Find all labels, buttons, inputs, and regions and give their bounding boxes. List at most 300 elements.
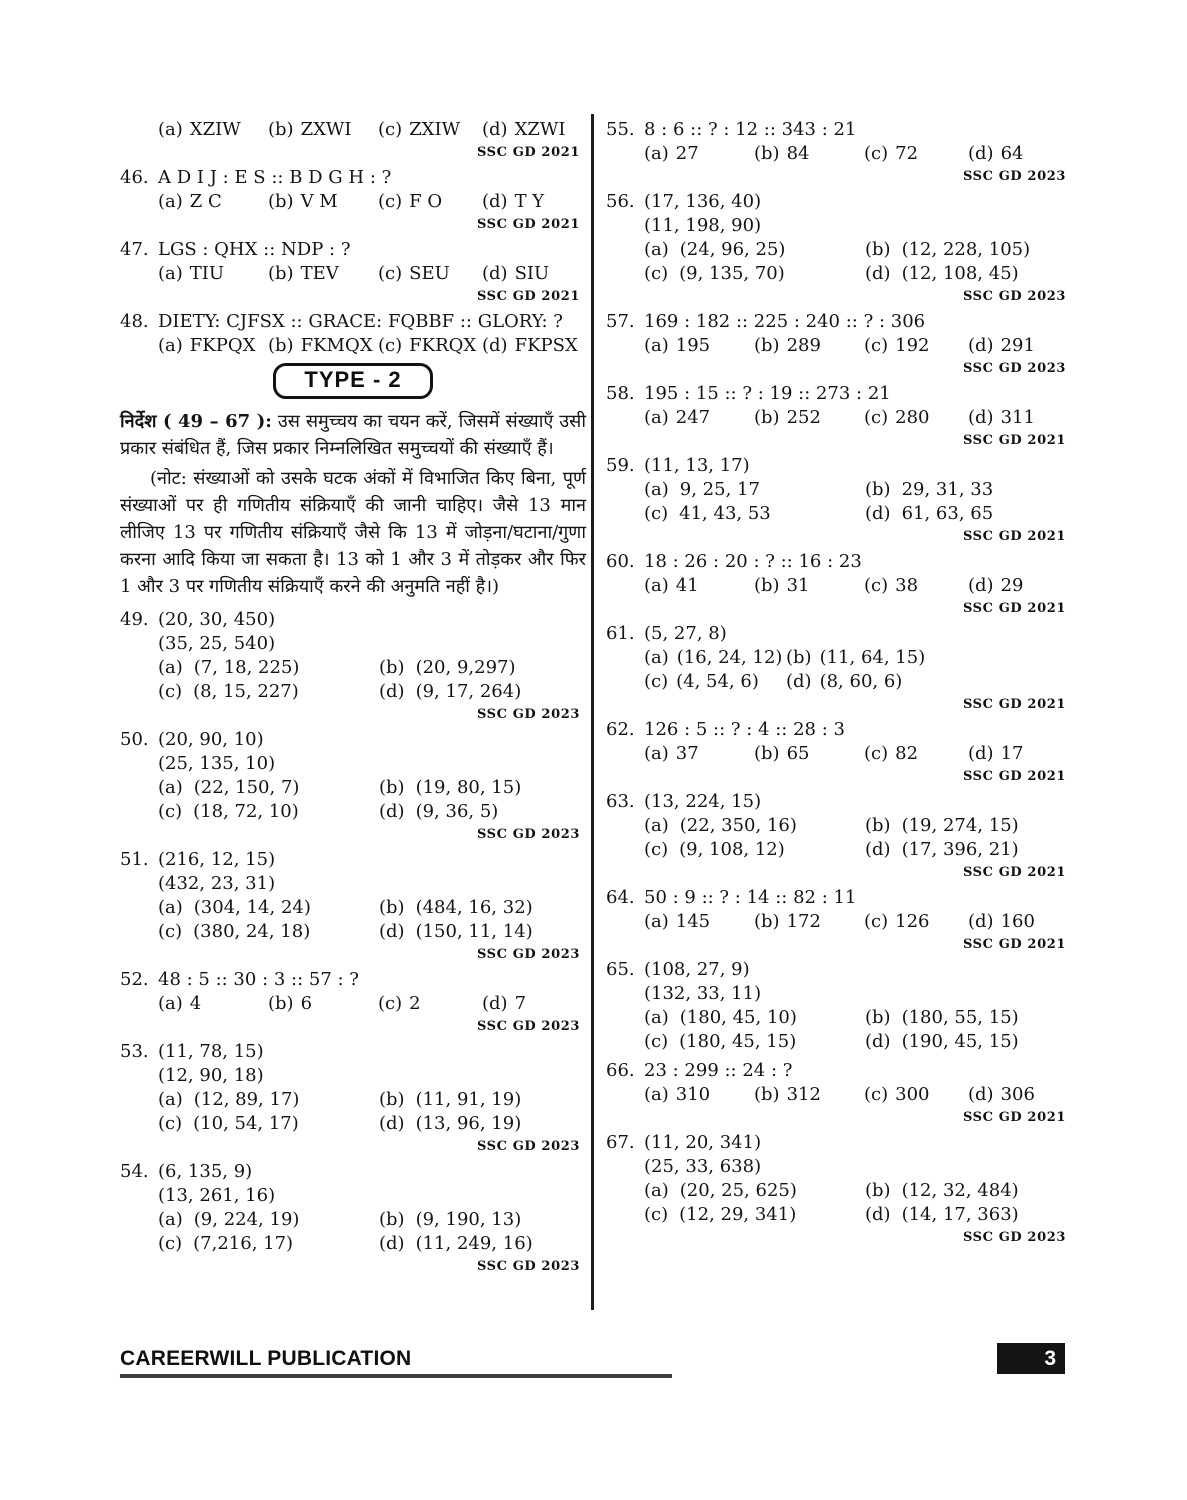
option-text: (12, 89, 17) [193, 1089, 300, 1110]
option [158, 896, 379, 920]
publisher-name: CAREERWILL PUBLICATION [120, 1347, 412, 1370]
option-text: (10, 54, 17) [193, 1113, 299, 1134]
options-row [158, 334, 586, 358]
option-text: 7 [514, 993, 527, 1014]
question-row [120, 1160, 586, 1256]
option [864, 1083, 968, 1107]
question-content [158, 968, 586, 1016]
option [644, 742, 754, 766]
option [754, 334, 864, 358]
question-stem-line: (11, 198, 90) [644, 215, 762, 236]
option-label: (a) [644, 1084, 669, 1105]
option-label: (b) [865, 815, 891, 836]
options-row [158, 190, 586, 214]
option [644, 670, 786, 694]
option-label: (d) [379, 801, 405, 822]
option-label: (d) [968, 143, 994, 164]
option-label: (a) [644, 647, 669, 668]
option [754, 574, 864, 598]
option-label: (b) [754, 407, 780, 428]
option-text: (20, 9,297) [415, 657, 516, 678]
option [968, 910, 1072, 934]
question-block [120, 608, 586, 722]
option [482, 118, 586, 142]
question-number: 49. [120, 609, 149, 630]
question-content [158, 728, 586, 824]
option-text: FKRQX [409, 335, 477, 356]
option [968, 742, 1072, 766]
question-row [606, 118, 1072, 166]
question-row [606, 550, 1072, 598]
question-stem-line: (108, 27, 9) [644, 959, 750, 980]
option-label: (b) [268, 191, 294, 212]
option [158, 1232, 379, 1256]
question-content [644, 1059, 1072, 1107]
option-label: (b) [379, 897, 405, 918]
option [644, 1179, 865, 1203]
option-text: 17 [1000, 743, 1024, 764]
option [865, 838, 1072, 862]
option [865, 1203, 1072, 1227]
option [644, 478, 865, 502]
page-footer [120, 1347, 672, 1378]
options-row [158, 262, 586, 286]
options-row [158, 992, 586, 1016]
option [158, 656, 379, 680]
question-block [120, 238, 586, 304]
option-label: (b) [865, 1007, 891, 1028]
option-label: (c) [864, 407, 889, 428]
question-stem-line: (35, 25, 540) [158, 633, 276, 654]
option [644, 574, 754, 598]
option-label: (d) [865, 1031, 891, 1052]
option-text: 64 [1000, 143, 1024, 164]
option-text: (24, 96, 25) [679, 239, 786, 260]
options-row [158, 1208, 586, 1256]
exam-tag: SSC GD 2023 [962, 169, 1066, 184]
exam-tag: SSC GD 2023 [476, 827, 580, 842]
exam-tag: SSC GD 2023 [476, 1259, 580, 1274]
question-stem-line: 48 : 5 :: 30 : 3 :: 57 : ? [158, 969, 359, 990]
option-text: (20, 25, 625) [679, 1180, 797, 1201]
option-text: (180, 45, 15) [679, 1031, 797, 1052]
option-label: (c) [644, 1031, 669, 1052]
directions [120, 408, 586, 462]
option-text: 31 [786, 575, 810, 596]
option-text: 192 [895, 335, 930, 356]
option-text: (12, 29, 341) [679, 1204, 797, 1225]
option-label: (d) [379, 1113, 405, 1134]
option-label: (b) [379, 1089, 405, 1110]
question-row [606, 622, 1072, 694]
question-row [120, 848, 586, 944]
option [864, 142, 968, 166]
exam-tag: SSC GD 2021 [962, 769, 1066, 784]
option-text: (22, 350, 16) [679, 815, 797, 836]
option [754, 910, 864, 934]
question-block [606, 958, 1072, 1054]
options-row [644, 406, 1072, 430]
option [482, 992, 586, 1016]
option [644, 1203, 865, 1227]
question-content [158, 1040, 586, 1136]
question-block [606, 118, 1072, 184]
option-label: (a) [644, 335, 669, 356]
question-number: 51. [120, 849, 149, 870]
directions-body: उस समुच्चय का चयन करें, जिसमें संख्याएँ उसी प्रकार संबंधित हैं, जिस प्रकार निम्नलिखित समुच्चयों की संख्याएँ हैं। [120, 411, 586, 459]
question-row [120, 1040, 586, 1136]
option-text: (9, 36, 5) [415, 801, 499, 822]
option [865, 1179, 1072, 1203]
option-text: 306 [1000, 1084, 1035, 1105]
option [644, 262, 865, 286]
option [379, 1088, 586, 1112]
option [865, 478, 1072, 502]
question-content [158, 848, 586, 944]
option-text: (9, 135, 70) [679, 263, 785, 284]
option-label: (c) [158, 1113, 183, 1134]
option-text: FKMQX [300, 335, 373, 356]
option-text: 300 [895, 1084, 930, 1105]
question-stem-line: 195 : 15 :: ? : 19 :: 273 : 21 [644, 383, 891, 404]
option-text: (11, 64, 15) [819, 647, 926, 668]
option-text: F O [409, 191, 443, 212]
option [644, 814, 865, 838]
question-block [606, 790, 1072, 880]
question-number: 61. [606, 623, 635, 644]
option-label: (a) [644, 575, 669, 596]
exam-tag: SSC GD 2021 [476, 145, 580, 160]
exam-tag: SSC GD 2021 [962, 601, 1066, 616]
option [865, 238, 1072, 262]
option-text: (12, 32, 484) [901, 1180, 1019, 1201]
question-row [120, 968, 586, 1016]
question-number: 67. [606, 1132, 635, 1153]
exam-tag: SSC GD 2023 [476, 1139, 580, 1154]
option-text: (14, 17, 363) [901, 1204, 1019, 1225]
question-content [644, 454, 1072, 526]
question-number: 52. [120, 969, 149, 990]
option-label: (a) [158, 119, 183, 140]
left-column [120, 118, 586, 1280]
question-row [606, 958, 1072, 1054]
option [378, 118, 482, 142]
option-text: 29 [1000, 575, 1024, 596]
question-number: 46. [120, 167, 149, 188]
question-stem-line: (25, 135, 10) [158, 753, 276, 774]
right-column [606, 118, 1072, 1251]
option-text: 72 [895, 143, 919, 164]
question-number: 53. [120, 1041, 149, 1062]
option [644, 910, 754, 934]
option-label: (c) [644, 263, 669, 284]
option [644, 406, 754, 430]
option [864, 334, 968, 358]
option [158, 118, 268, 142]
question-stem-line: LGS : QHX :: NDP : ? [158, 239, 351, 260]
option-text: (8, 15, 227) [193, 681, 299, 702]
question-content [158, 310, 586, 358]
option [158, 1208, 379, 1232]
exam-tag: SSC GD 2023 [962, 1230, 1066, 1245]
option [158, 920, 379, 944]
question-content [644, 790, 1072, 862]
option-label: (d) [865, 1204, 891, 1225]
option [378, 992, 482, 1016]
option-text: (150, 11, 14) [415, 921, 533, 942]
option [968, 334, 1072, 358]
option [482, 190, 586, 214]
option-text: TIU [189, 263, 225, 284]
option [268, 118, 378, 142]
option-text: FKPQX [189, 335, 256, 356]
option [158, 1112, 379, 1136]
option [865, 262, 1072, 286]
option [379, 1208, 586, 1232]
question-number: 62. [606, 719, 635, 740]
option [379, 656, 586, 680]
option-label: (d) [968, 911, 994, 932]
question-row [606, 790, 1072, 862]
option-text: 172 [786, 911, 821, 932]
option-label: (a) [644, 743, 669, 764]
exam-tag: SSC GD 2021 [962, 937, 1066, 952]
options-row [644, 142, 1072, 166]
option [754, 142, 864, 166]
option-label: (c) [864, 143, 889, 164]
question-stem-line: 18 : 26 : 20 : ? :: 16 : 23 [644, 551, 862, 572]
options-row [158, 776, 586, 824]
option-label: (b) [268, 993, 294, 1014]
question-stem-line: (13, 224, 15) [644, 791, 762, 812]
question-content [644, 382, 1072, 430]
page-number: 3 [1044, 1346, 1056, 1370]
option-text: ZXIW [409, 119, 461, 140]
question-row [120, 608, 586, 704]
footer-rule [120, 1374, 672, 1378]
option [158, 776, 379, 800]
option-text: 145 [675, 911, 711, 932]
options-row [644, 334, 1072, 358]
question-row [120, 118, 586, 142]
option-text: 37 [675, 743, 699, 764]
question-content [644, 118, 1072, 166]
question-block [120, 118, 586, 160]
question-content [158, 1160, 586, 1256]
option-text: (7, 18, 225) [193, 657, 300, 678]
question-stem-line: 23 : 299 :: 24 : ? [644, 1060, 793, 1081]
option [158, 1088, 379, 1112]
option-label: (d) [379, 921, 405, 942]
options-row [644, 910, 1072, 934]
question-stem-line: (11, 20, 341) [644, 1132, 762, 1153]
option [754, 742, 864, 766]
option [378, 262, 482, 286]
option-text: (11, 249, 16) [415, 1233, 533, 1254]
option-label: (a) [644, 407, 669, 428]
option-text: SEU [409, 263, 450, 284]
question-content [644, 886, 1072, 934]
option-label: (d) [968, 407, 994, 428]
option-label: (d) [482, 335, 508, 356]
option [379, 1232, 586, 1256]
option-text: (180, 55, 15) [901, 1007, 1019, 1028]
option-text: (12, 228, 105) [901, 239, 1031, 260]
question-content [644, 310, 1072, 358]
question-content [158, 608, 586, 704]
option [754, 1083, 864, 1107]
exam-tag: SSC GD 2023 [962, 289, 1066, 304]
option [378, 334, 482, 358]
option-label: (c) [378, 993, 403, 1014]
question-block [120, 1040, 586, 1154]
option-label: (a) [644, 911, 669, 932]
option-text: (22, 150, 7) [193, 777, 300, 798]
question-stem-line: (13, 261, 16) [158, 1185, 276, 1206]
option-label: (a) [158, 335, 183, 356]
question-stem-line: (12, 90, 18) [158, 1065, 264, 1086]
option [268, 992, 378, 1016]
question-block [120, 848, 586, 962]
question-number: 59. [606, 455, 635, 476]
question-content [644, 718, 1072, 766]
options-row [158, 656, 586, 704]
question-block [606, 190, 1072, 304]
option [158, 992, 268, 1016]
option-text: 82 [895, 743, 919, 764]
option [644, 1006, 865, 1030]
options-row [644, 478, 1072, 526]
option-label: (a) [158, 1089, 183, 1110]
option [865, 1030, 1072, 1054]
options-row [644, 646, 1072, 694]
option-text: 289 [786, 335, 821, 356]
question-stem-line: A D I J : E S :: B D G H : ? [158, 167, 392, 188]
option-text: 84 [786, 143, 810, 164]
option [158, 680, 379, 704]
question-stem-line: (432, 23, 31) [158, 873, 276, 894]
question-row [120, 728, 586, 824]
option-label: (c) [378, 119, 403, 140]
option-label: (b) [754, 1084, 780, 1105]
question-block [606, 550, 1072, 616]
option-text: (11, 91, 19) [415, 1089, 522, 1110]
option-label: (a) [644, 1180, 669, 1201]
option [754, 406, 864, 430]
question-stem-line: 8 : 6 :: ? : 12 :: 343 : 21 [644, 119, 857, 140]
option-text: (9, 17, 264) [415, 681, 522, 702]
option-text: 311 [1000, 407, 1035, 428]
option-label: (d) [865, 839, 891, 860]
option-text: 29, 31, 33 [901, 479, 994, 500]
question-stem-line: 50 : 9 :: ? : 14 :: 82 : 11 [644, 887, 857, 908]
option-text: 2 [409, 993, 421, 1014]
exam-tag: SSC GD 2021 [476, 217, 580, 232]
option-label: (d) [379, 681, 405, 702]
option-text: XZIW [189, 119, 241, 140]
question-number: 58. [606, 383, 635, 404]
option-text: (17, 396, 21) [901, 839, 1019, 860]
question-row [120, 166, 586, 214]
option [158, 334, 268, 358]
option [379, 800, 586, 824]
type-badge-row [120, 363, 586, 399]
options-row [644, 814, 1072, 862]
option-label: (c) [158, 1233, 183, 1254]
option-text: 312 [786, 1084, 821, 1105]
option-label: (b) [865, 1180, 891, 1201]
exam-tag: SSC GD 2023 [476, 947, 580, 962]
option-text: FKPSX [514, 335, 578, 356]
option [644, 142, 754, 166]
question-stem-line: (25, 33, 638) [644, 1156, 762, 1177]
question-number: 64. [606, 887, 635, 908]
option-label: (d) [379, 1233, 405, 1254]
question-block [606, 886, 1072, 952]
option-label: (a) [644, 239, 669, 260]
option [968, 142, 1072, 166]
option-label: (a) [644, 1007, 669, 1028]
option-text: 27 [675, 143, 699, 164]
options-row [644, 1083, 1072, 1107]
question-block [606, 382, 1072, 448]
question-row [606, 1059, 1072, 1107]
question-row [606, 382, 1072, 430]
option-label: (c) [644, 503, 669, 524]
option-label: (b) [754, 575, 780, 596]
option-text: (190, 45, 15) [901, 1031, 1019, 1052]
option [379, 776, 586, 800]
option [644, 334, 754, 358]
option [865, 814, 1072, 838]
option [865, 502, 1072, 526]
exam-tag: SSC GD 2021 [962, 1110, 1066, 1125]
question-block [120, 166, 586, 232]
option-text: T Y [514, 191, 545, 212]
option [379, 1112, 586, 1136]
question-row [606, 454, 1072, 526]
question-number: 47. [120, 239, 149, 260]
option [158, 800, 379, 824]
option-text: TEV [300, 263, 339, 284]
question-stem-line: (6, 135, 9) [158, 1161, 253, 1182]
option [482, 334, 586, 358]
option [864, 910, 968, 934]
option [864, 742, 968, 766]
option-text: (19, 274, 15) [901, 815, 1019, 836]
option [644, 838, 865, 862]
questions-46-48 [120, 166, 586, 358]
question-block [120, 968, 586, 1034]
option-text: (7,216, 17) [193, 1233, 294, 1254]
option-label: (a) [158, 897, 183, 918]
option-label: (c) [644, 839, 669, 860]
question-row [606, 718, 1072, 766]
option-text: 160 [1000, 911, 1035, 932]
option-text: 252 [786, 407, 821, 428]
option-label: (b) [379, 777, 405, 798]
questions-49-54 [120, 608, 586, 1274]
option-text: (8, 60, 6) [819, 671, 903, 692]
option-label: (b) [865, 479, 891, 500]
option [158, 262, 268, 286]
option [644, 646, 786, 670]
option-text: (18, 72, 10) [193, 801, 299, 822]
question-number: 54. [120, 1161, 149, 1182]
option-label: (a) [644, 815, 669, 836]
question-content [158, 238, 586, 286]
option [644, 238, 865, 262]
